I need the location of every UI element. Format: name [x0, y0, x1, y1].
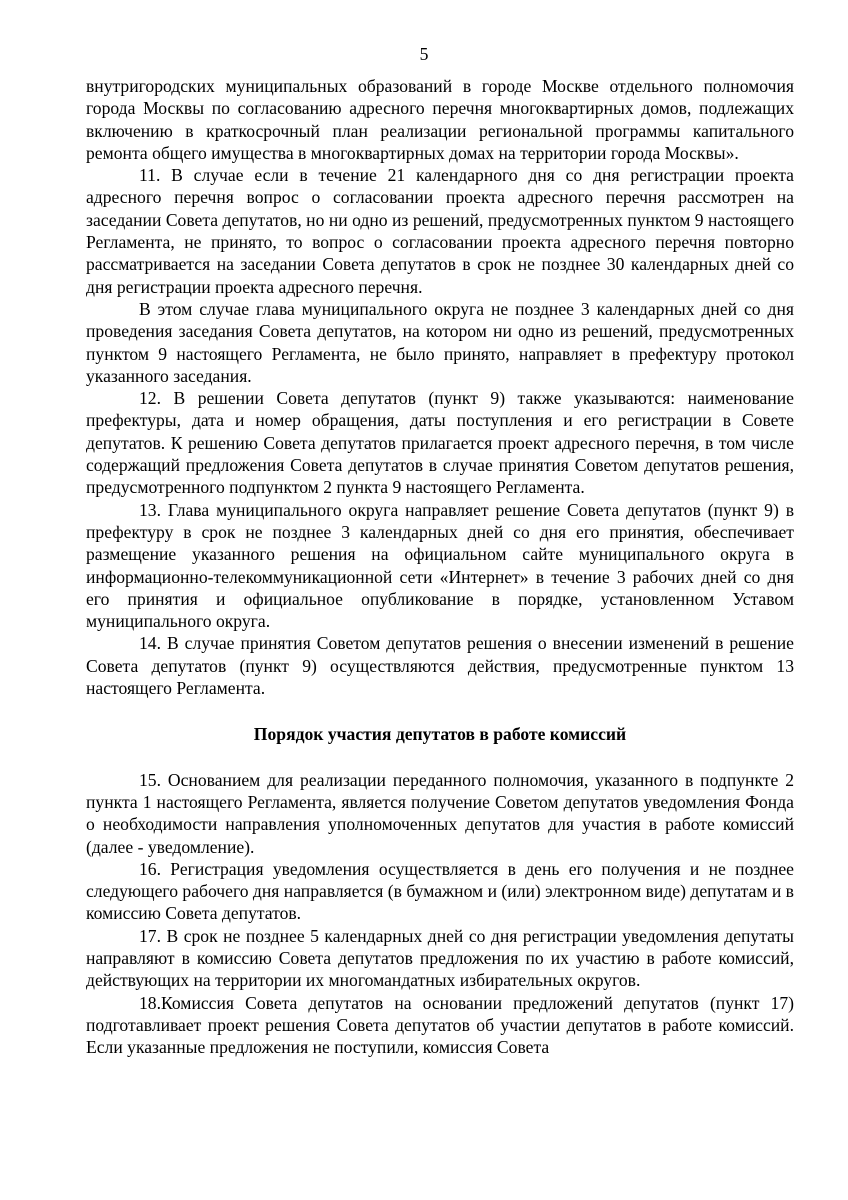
page-number: 5: [419, 44, 429, 64]
paragraph-continuation: внутригородских муниципальных образований в городе Москве отдельного полномочия города Москвы по согласованию адресного перечня многоквартирных домов, подлежащих включению в краткосрочный план реализации региональной программы капитального ремонта общего имущества в многоквартирных домах на территории города Москвы».: [86, 76, 794, 163]
paragraph-17: 17. В срок не позднее 5 календарных дней со дня регистрации уведомления депутаты направляют в комиссию Совета депутатов предложения по их участию в работе комиссий, действующих на территории их многомандатных избирательных округов.: [86, 925, 794, 991]
document-body: [86, 75, 794, 1058]
spacer: [86, 746, 794, 769]
paragraph-11-addendum: В этом случае глава муниципального округа не позднее 3 календарных дней со дня проведения заседания Совета депутатов, на котором ни одно из решений, предусмотренных пунктом 9 настоящего Регламента, не было принято, направляет в префектуру протокол указанного заседания.: [86, 298, 794, 386]
section-heading: Порядок участия депутатов в работе комиссий: [253, 724, 627, 745]
paragraph-18: 18.Комиссия Совета депутатов на основании предложений депутатов (пункт 17) подготавливает проект решения Совета депутатов об участии депутатов в работе комиссий. Если указанные предложения не поступили, комиссия Совета: [86, 992, 794, 1058]
paragraph-13: 13. Глава муниципального округа направляет решение Совета депутатов (пункт 9) в префектуру в срок не позднее 3 календарных дней со дня его принятия, обеспечивает размещение указанного решения на официальном сайте муниципального округа в информационно-телекоммуникационной сети «Интернет» в течение 3 рабочих дней со дня его принятия и официальное опубликование в порядке, установленном Уставом муниципального округа.: [86, 499, 794, 632]
paragraph-16: 16. Регистрация уведомления осуществляется в день его получения и не позднее следующего рабочего дня направляется (в бумажном и (или) электронном виде) депутатам и в комиссию Совета депутатов.: [86, 858, 794, 924]
spacer: [86, 699, 794, 723]
paragraph-14: 14. В случае принятия Советом депутатов решения о внесении изменений в решение Совета депутатов (пункт 9) осуществляются действия, предусмотренные пунктом 13 настоящего Регламента.: [86, 633, 794, 699]
paragraph-12: 12. В решении Совета депутатов (пункт 9) также указываются: наименование префектуры, дата и номер обращения, даты поступления и его регистрации в Совете депутатов. К решению Совета депутатов прилагается проект адресного перечня, в том числе содержащий предложения Совета депутатов в случае принятия Советом депутатов решения, предусмотренного подпунктом 2 пункта 9 настоящего Регламента.: [86, 388, 794, 498]
paragraph-11: 11. В случае если в течение 21 календарного дня со дня регистрации проекта адресного перечня вопрос о согласовании проекта адресного перечня рассмотрен на заседании Совета депутатов, но ни одно из решений, предусмотренных пунктом 9 настоящего Регламента, не принято, то вопрос о согласовании проекта адресного перечня повторно рассматривается на заседании Совета депутатов в срок не позднее 30 календарных дней со дня регистрации проекта адресного перечня.: [86, 165, 794, 297]
paragraph-15: 15. Основанием для реализации переданного полномочия, указанного в подпункте 2 пункта 1 настоящего Регламента, является получение Советом депутатов уведомления Фонда о необходимости направления уполномоченных депутатов для участия в работе комиссий (далее - уведомление).: [86, 769, 794, 857]
